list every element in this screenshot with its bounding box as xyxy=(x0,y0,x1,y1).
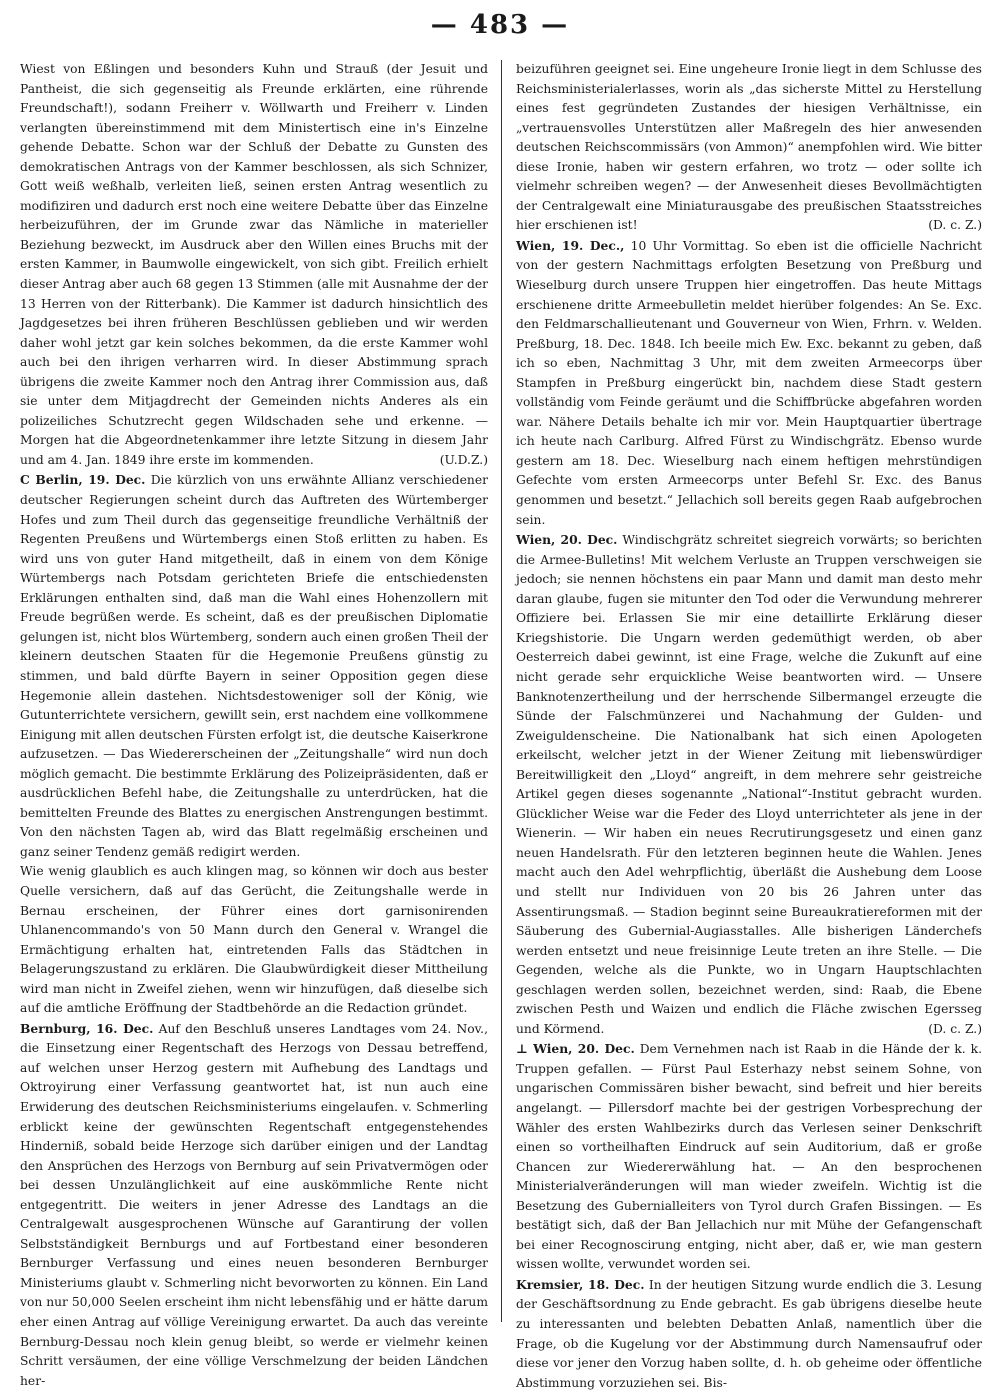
dateline: Bernburg, 16. Dec. xyxy=(20,1020,154,1036)
page-number: — 483 — xyxy=(430,10,570,40)
article-text: Die kürzlich von uns erwähnte Allianz verschiedener deutscher Regierungen scheint durch das Auftreten des Würtemberger Hofes und zum Theil durch das gegenseitige freundliche Verhältniß der Regenten Preußens und Würtembergs einen Stoß erlitten zu haben. Es wird uns von guter Hand mitgetheilt, daß in einem von dem Könige Würtembergs nach Potsdam gerichteten Briefe die entschiedensten Erklärungen enthalten sind, daß man die Wahl eines Hohenzollern mit Freude begrüßen werde. Es scheint, daß es der preußischen Diplomatie gelungen ist, nicht blos Würtemberg, sondern auch einen großen Theil der kleinern deutschen Staaten für die Hegemonie Preußens günstig zu stimmen, und bald dürfte Bayern in seiner Opposition gegen diese Hegemonie allein dastehen. Nichtsdestoweniger soll der König, wie Gutunterrichtete versichern, gewillt sein, erst nachdem eine vollkommene Einigung mit allen deutschen Fürsten erfolgt ist, die deutsche Kaiserkrone aufzusetzen. — Das Wiedererscheinen der „Zeitungshalle“ wird nun doch möglich gemacht. Die bestimmte Erklärung des Polizeipräsidenten, daß er ausdrücklichen Befehl habe, die Zeitungshalle zu unterdrücken, hat die bemittelten Freunde des Blattes zu energischen Anstrengungen bestimmt. Von den nächsten Tagen ab, wird das Blatt regelmäßig erscheinen und ganz seiner Tendenz gemäß redigirt werden. xyxy=(20,473,488,859)
article-paragraph xyxy=(20,1019,488,1391)
article-paragraph xyxy=(516,1039,982,1275)
right-column xyxy=(516,60,982,1390)
article-paragraph xyxy=(20,862,488,1018)
dateline: ⊥ Wien, 20. Dec. xyxy=(516,1041,635,1057)
source-signature: (U.D.Z.) xyxy=(439,452,488,467)
article-text: Wie wenig glaublich es auch klingen mag, so können wir doch aus bester Quelle versichern, daß auf das Gerücht, die Zeitungshalle werde in Bernau erscheinen, der Führer eines dort garnisonirenden Uhlanencommando's von 50 Mann durch den General v. Wrangel die Ermächtigung erhalten hat, eintretenden Falls das Städtchen in Belagerungszustand zu erklären. Die Glaubwürdigkeit dieser Mittheilung wird man nicht in Zweifel ziehen, wenn wir hinzufügen, daß dieselbe sich auf die amtliche Eröffnung der Stadtbehörde an die Redaction gründet. xyxy=(20,864,488,1016)
article-text: Auf den Beschluß unseres Landtages vom 24. Nov., die Einsetzung einer Regentschaft des Herzogs von Dessau betreffend, auf welchen unser Herzog gestern mit Aufhebung des Landtags und Oktroyirung einer Verfassung geantwortet hat, ist nun auch eine Erwiderung des deutschen Reichsministeriums eingelaufen. v. Schmerling erblickt keine der gewünschten Regentschaft entgegenstehendes Hinderniß, sobald beide Herzoge sich darüber einigen und der Landtag den Ansprüchen des Herzogs von Bernburg auf sein Privatvermögen oder bei dessen Unzulänglichkeit auf eine auskömmliche Rente nicht entgegentritt. Die weiters in jener Adresse des Landtags an die Centralgewalt ausgesprochenen Wünsche auf Garantirung der vollen Selbstständigkeit Bernburgs und auf Fortbestand einer besonderen Bernburger Verfassung und eines neuen besonderen Bernburger Ministeriums glaubt v. Schmerling nicht bevorworten zu können. Ein Land von nur 50,000 Seelen erscheint ihm nicht lebensfähig und er hätte darum eher einen Antrag auf völlige Vereinigung erwartet. Da auch das vereinte Bernburg-Dessau noch klein genug bleibt, so werde er vielmehr keinen Schritt versäumen, der eine völlige Verschmelzung der beiden Ländchen her- xyxy=(20,1021,488,1388)
article-paragraph xyxy=(516,1275,982,1393)
article-text: Windischgrätz schreitet siegreich vorwärts; so berichten die Armee-Bulletins! Mit welchem Verluste an Truppen verschweigen sie jedoch; sie nennen höchstens ein paar Mann und damit man desto mehr daran glaube, fugen sie mitunter den Tod oder die Verwundung mehrerer Offiziere bei. Erlassen Sie mir eine detaillirte Erklärung dieser Kriegshistorie. Die Ungarn werden gedemüthigt werden, ob aber Oesterreich dabei gewinnt, ist eine Frage, welche die Zukunft auf eine nicht gerade sehr erquickliche Weise beantworten wird. — Unsere Banknotenzertheilung und der herrschende Silbermangel erzeugte die Sünde der Falschmünzerei und Nachahmung der Gulden- und Zweiguldenscheine. Die Nationalbank hat sich einen Apologeten erkeilscht, welcher jetzt in der Wiener Zeitung mit liebenswürdiger Bereitwilligkeit den „Lloyd“ angreift, in dem mehrere sehr geistreiche Artikel gegen dieses sogenannte „National“-Institut gebracht wurden. Glücklicher Weise war die Feder des Lloyd unterrichteter als jene in der Wienerin. — Wir haben ein neues Recrutirungsgesetz und einen ganz neuen Handelsrath. Für den letzteren beginnen heute die Wahlen. Jenes macht auch den Adel wehrpflichtig, überläßt die Aushebung dem Loose und stellt nur Individuen von 20 bis 26 Jahren unter das Assentirungsmaß. — Stadion beginnt seine Bureaukratiereformen mit der Säuberung des Gubernial-Augiasstalles. Alle bisherigen Länderchefs werden entsetzt und neue freisinnige Leute treten an ihre Stelle. — Die Gegenden, welche als die Punkte, wo in Ungarn Hauptschlachten geschlagen werden sollen, bezeichnet werden, sind: Raab, die Ebene zwischen Pesth und Waizen und endlich die Fläche zwischen Egersseg und Körmend. xyxy=(516,533,982,1036)
article-paragraph xyxy=(20,60,488,470)
article-text: In der heutigen Sitzung wurde endlich die 3. Lesung der Geschäftsordnung zu Ende gebracht. Es gab übrigens dieselbe heute zu interessanten und belebten Debatten Anlaß, namentlich über die Frage, ob die Kugelung vor der Abstimmung durch Namensaufruf oder diese vor jener den Vorzug haben sollte, d. h. ob geheime oder öffentliche Abstimmung vorzuziehen sei. Bis- xyxy=(516,1277,982,1390)
dateline: Kremsier, 18. Dec. xyxy=(516,1276,645,1292)
article-text: Wiest von Eßlingen und besonders Kuhn und Strauß (der Jesuit und Pantheist, die sich gegenseitig als Freunde erklärten, eine rührende Freundschaft!), sodann Freiherr v. Wöllwarth und Freiherr v. Linden verlangten übereinstimmend mit dem Ministertisch eine in's Einzelne gehende Debatte. Schon war der Schluß der Debatte zu Gunsten des demokratischen Antrags von der Kammer beschlossen, als sich Schnizer, Gott weiß weßhalb, verleiten ließ, seinen ersten Antrag wesentlich zu modifiziren und dadurch erst noch eine weitere Debatte über das Einzelne herbeizuführen, der im Grunde zwar das Nämliche in materieller Beziehung bezweckt, im Ausdruck aber den Willen eines Bruchs mit der ersten Kammer, in Baumwolle eingewickelt, von sich gibt. Freilich erhielt dieser Antrag aber auch 68 gegen 13 Stimmen (alle mit Ausnahme der der 13 Herren von der Ritterbank). Die Kammer ist dadurch hinsichtlich des Jagdgesetzes bei ihren früheren Beschlüssen geblieben und wir werden daher wohl jetzt gar kein solches bekommen, da die erste Kammer wohl auch bei den ihrigen verharren wird. In dieser Abstimmung sprach übrigens die zweite Kammer noch den Antrag ihrer Commission aus, daß sie unter dem Mitjagdrecht der Gemeinden nichts Anderes als ein polizeiliches Schutzrecht gegen Wildschaden sehe und erkenne. — Morgen hat die Abgeordnetenkammer ihre letzte Sitzung in diesem Jahr und am 4. Jan. 1849 ihre erste im kommenden. xyxy=(20,62,488,467)
article-text: beizuführen geeignet sei. Eine ungeheure Ironie liegt in dem Schlusse des Reichsministerialerlasses, worin als „das sicherste Mittel zu Herstellung eines fest gegründeten Zustandes der hiesigen Verhältnisse, ein „vertrauensvolles Unterstützen aller Maßregeln des hier anwesenden deutschen Reichscommissärs (von Ammon)“ anempfohlen wird. Wie bitter diese Ironie, haben wir gestern erfahren, wo trotz — oder sollte ich vielmehr schreiben wegen? — der Anwesenheit dieses Bevollmächtigten der Centralgewalt eine Miniaturausgabe des preußischen Staatsstreiches hier erschienen ist! xyxy=(516,62,982,233)
dateline: C Berlin, 19. Dec. xyxy=(20,472,146,488)
source-signature: (D. c. Z.) xyxy=(928,1021,982,1036)
column-divider xyxy=(501,60,502,1322)
article-text: 10 Uhr Vormittag. So eben ist die officielle Nachricht von der gestern Nachmittags erfolgten Besetzung von Preßburg und Wieselburg durch unsere Truppen hier eingetroffen. Das heute Mittags erschienene dritte Armeebulletin meldet hierüber folgendes: An Se. Exc. den Feldmarschallieutenant und Gouverneur von Wien, Frhrn. v. Welden. Preßburg, 18. Dec. 1848. Ich beeile mich Ew. Exc. bekannt zu geben, daß ich so eben, Nachmittag 3 Uhr, mit dem zweiten Armeecorps über Stampfen in Preßburg eingerückt bin, nachdem diese Stadt gestern vollständig vom Feinde geräumt und die Schiffbrücke abgefahren worden war. Nähere Details behalte ich mir vor. Mein Hauptquartier übertrage ich heute nach Carlburg. Alfred Fürst zu Windischgrätz. Ebenso wurde gestern am 18. Dec. Wieselburg nach einem heftigen mehrstündigen Gefechte vom ersten Armeecorps unter Befehl Sr. Exc. des Banus genommen und besetzt.“ Jellachich soll bereits gegen Raab aufgebrochen sein. xyxy=(516,238,982,527)
article-paragraph xyxy=(516,236,982,530)
article-paragraph xyxy=(516,530,982,1039)
article-paragraph xyxy=(516,60,982,236)
article-text: Dem Vernehmen nach ist Raab in die Hände der k. k. Truppen gefallen. — Fürst Paul Esterhazy nebst seinem Sohne, von ungarischen Commissären bisher bewacht, sind befreit und hier bereits angelangt. — Pillersdorf machte bei der gestrigen Vorbesprechung der Wähler des ersten Wahlbezirks durch das Verlesen seiner Denkschrift einen so vortheilhaften Eindruck auf sein Auditorium, daß er große Chancen zur Wiedererwählung hat. — An den besprochenen Ministerialveränderungen will man wieder zweifeln. Wichtig ist die Besetzung des Gubernialleiters von Tyrol durch Grafen Bissingen. — Es bestätigt sich, daß der Ban Jellachich nur mit Mühe der Gefangenschaft bei einer Recognoscirung entging, nicht aber, daß er, wie man gestern wissen wollte, verwundet worden sei. xyxy=(516,1042,982,1272)
source-signature: (D. c. Z.) xyxy=(928,218,982,233)
dateline: Wien, 19. Dec., xyxy=(516,237,625,253)
dateline: Wien, 20. Dec. xyxy=(516,532,618,548)
left-column xyxy=(20,60,488,1388)
article-paragraph xyxy=(20,470,488,862)
